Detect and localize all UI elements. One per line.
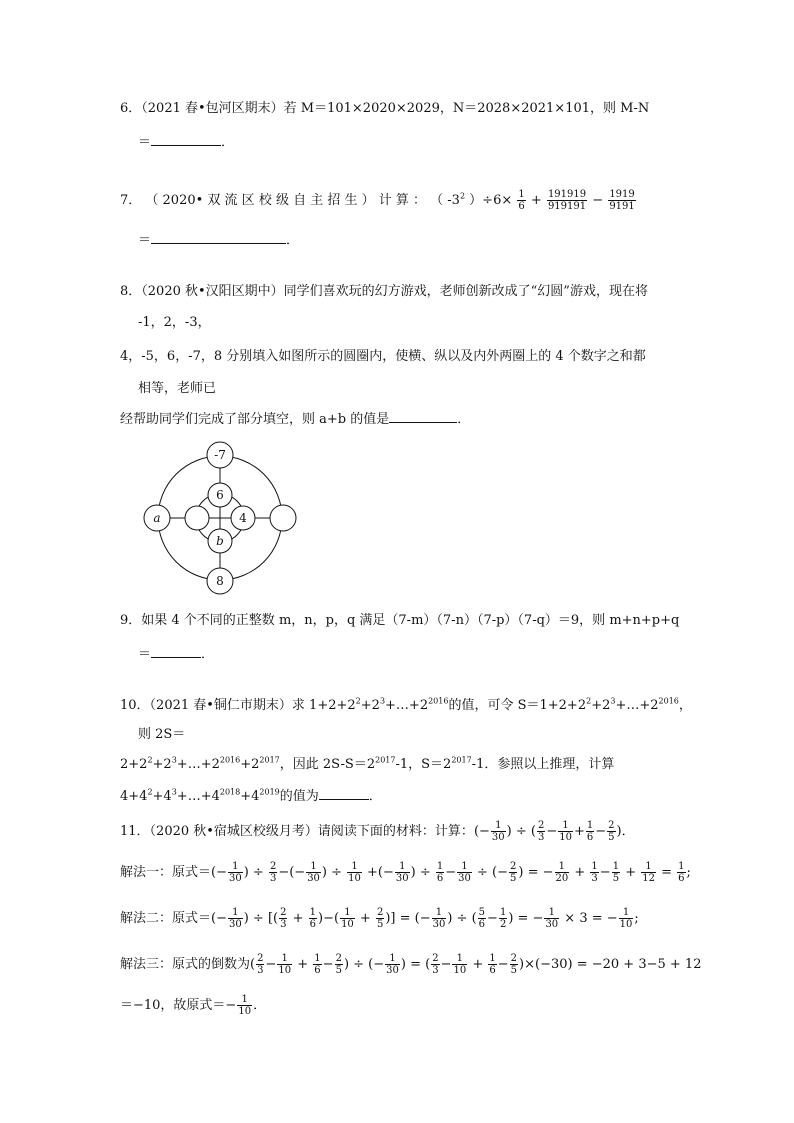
q8-line1: 8．（2020 秋•汉阳区期中）同学们喜欢玩的幻方游戏，老师创新改成了“幻圆”游戏，现在将 [120, 284, 648, 299]
q11-method3-cont: ＝−10，故原式＝− $\frac{1}{10}$ ． [120, 994, 267, 1017]
q6-text: 6．（2021 春•包河区期末）若 M＝101×2020×2029，N＝2028×2021×101，则 M-N [120, 101, 650, 116]
node-inner-left [185, 506, 209, 530]
q9-answer: ＝ ． [138, 647, 215, 662]
q8-line2: -1，2，-3， [138, 315, 211, 330]
q11-method1: 解法一：原式＝(− $\frac{1}{30}$ ) ÷ $\frac{2}{3}$ −(− $\frac{1}{30}$ ) ÷ $\frac{1}{10}$ +(− $\frac{1}{30}$ ) ÷ $\frac{1}{6}$ − $\frac{1}{30}$ ÷ (− $\frac{2}{5}$ ) = − $\frac{1}{20}$ + $\frac{1}{3}$ − $\frac{1}{5}$ + $\frac{1}{12}$ = $\frac{1}{6}$ ; [120, 861, 691, 884]
q10-line1: 10．（2021 春•铜仁市期末）求 $1+2+2^2+2^3+\dots+2^{2016}$的值，可令 $S=1+2+2^2+2^3+\dots+2^{2016}$， [120, 696, 692, 713]
q8-line5: 经帮助同学们完成了部分填空，则 a+b 的值是 ． [120, 412, 471, 427]
question-6 [120, 100, 649, 118]
q6-answer: ＝ ． [138, 135, 235, 150]
q7-answer: ＝ ． [138, 233, 300, 248]
q11-method3: 解法三：原式的倒数为( $\frac{2}{3}$ − $\frac{1}{10}$ + $\frac{1}{6}$ − $\frac{2}{5}$ ) ÷ (− $\frac{1}{30}$ ) = ( $\frac{2}{3}$ − $\frac{1}{10}$ + $\frac{1}{6}$ − $\frac{2}{5}$ )×(−30) = −20 + 3−5 + 12 [120, 953, 702, 976]
answer-blank[interactable] [151, 231, 286, 244]
node-inner-right-label: 4 [239, 511, 247, 525]
answer-blank[interactable] [151, 645, 201, 658]
node-bottom-label: 8 [216, 574, 224, 588]
fraction: $\frac{1}{6}$ [518, 189, 525, 212]
node-left-label: a [153, 511, 161, 525]
node-top-label: -7 [214, 448, 226, 462]
answer-blank[interactable] [319, 787, 369, 800]
q10-line2: 则 2S＝ [138, 727, 186, 742]
q11-method2: 解法二：原式＝(− $\frac{1}{30}$ ) ÷ [( $\frac{2}{3}$ + $\frac{1}{6}$ )−( $\frac{1}{10}$ + $\frac{2}{5}$ )] = (− $\frac{1}{30}$ ) ÷ ( $\frac{5}{6}$ − $\frac{1}{2}$ ) = − $\frac{1}{30}$ × 3 = − $\frac{1}{10}$ ; [120, 907, 639, 930]
answer-blank[interactable] [389, 410, 457, 423]
magic-circle-figure [140, 440, 300, 595]
node-inner-top-label: 6 [216, 488, 224, 502]
q11-header: 11．（2020 秋•宿城区校级月考）请阅读下面的材料：计算：(− $\frac{1}{30}$ ) ÷ ( $\frac{2}{3}$ − $\frac{1}{10}$ + $\frac{1}{6}$ − $\frac{2}{5}$ )． [120, 820, 635, 843]
question-7: 7． （ 2020• 双 流 区 校 级 自 主 招 生 ） 计 算 ： （ $-3^2$ ）÷6× $\frac{1}{6}$ + $\frac{191919}{919191}$ − $\frac{1919}{9191}$ [120, 189, 635, 212]
q10-line4: $4+4^2+4^3+\dots+4^{2018}+4^{2019}$的值为 ． [120, 787, 382, 804]
q8-line4: 相等，老师已 [138, 381, 217, 396]
fraction: $\frac{1919}{9191}$ [609, 189, 635, 212]
question-9: 9．如果 4 个不同的正整数 m，n，p，q 满足（7-m）（7-n）（7-p）（7-q）＝9，则 m+n+p+q [120, 613, 680, 628]
answer-blank[interactable] [151, 133, 221, 146]
q8-line3: 4，-5，6，-7，8 分别填入如图所示的圆圈内，使横、纵以及内外两圈上的 4 个数字之和都 [120, 349, 646, 364]
node-inner-bottom-label: b [216, 534, 224, 548]
node-right [270, 505, 296, 531]
q10-line3: $2+2^2+2^3+\dots+2^{2016}+2^{2017}$，因此 $2S-S=2^{2017}-1$，$S=2^{2017}-1$．参照以上推理，计算 [120, 755, 615, 772]
fraction: $\frac{191919}{919191}$ [547, 189, 587, 212]
